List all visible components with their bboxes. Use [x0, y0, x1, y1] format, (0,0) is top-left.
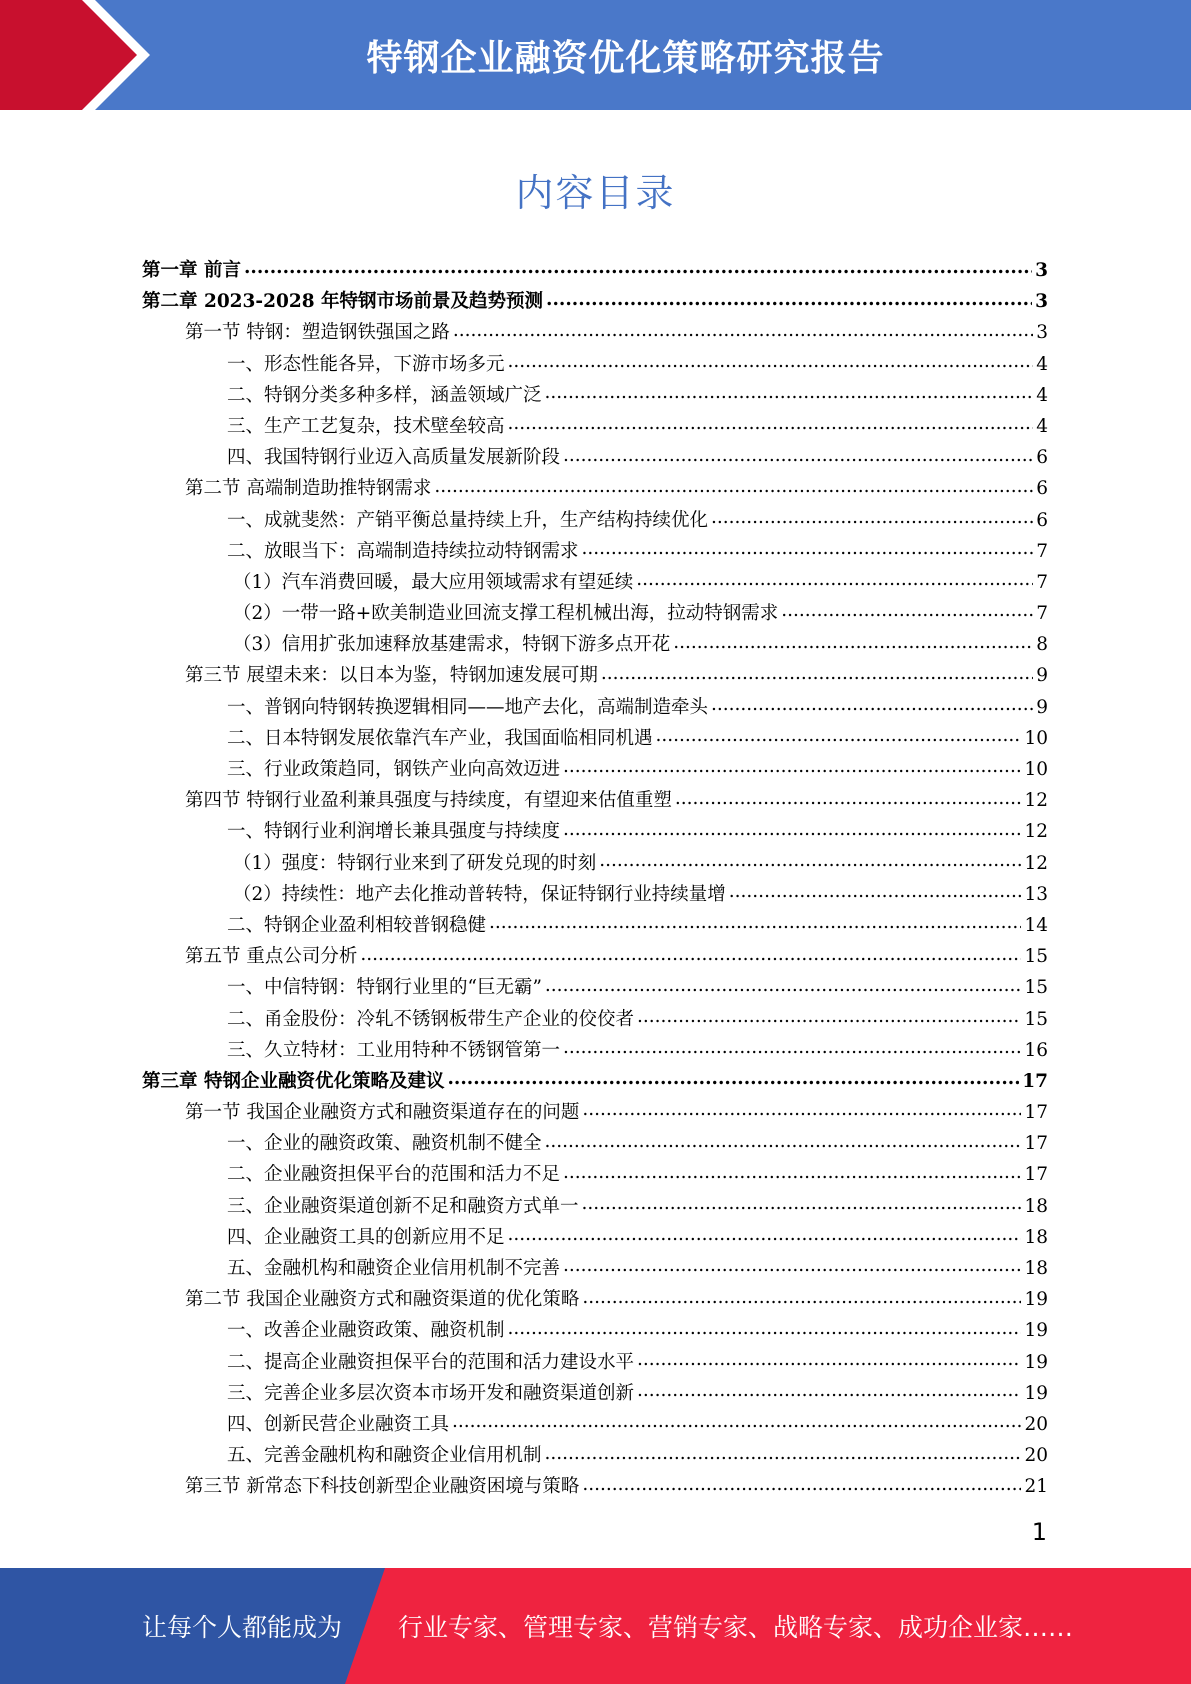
chevron-arrow-icon: [0, 0, 160, 110]
dot-leader: [673, 636, 1033, 654]
toc-entry-page: 3: [1035, 260, 1048, 281]
dot-leader: [601, 667, 1033, 685]
toc-entry[interactable]: [142, 473, 1048, 504]
toc-entry-title: 一、形态性能各异，下游市场多元: [227, 353, 505, 375]
toc-entry[interactable]: [142, 380, 1048, 411]
toc-entry[interactable]: [142, 1378, 1048, 1409]
toc-entry[interactable]: [142, 879, 1048, 910]
toc-entry[interactable]: [142, 754, 1048, 785]
toc-entry[interactable]: [142, 1315, 1048, 1346]
toc-entry-page: 10: [1024, 759, 1048, 780]
table-of-contents: [142, 255, 1048, 1503]
toc-entry[interactable]: [142, 255, 1048, 286]
dot-leader: [729, 885, 1022, 903]
toc-entry[interactable]: [142, 848, 1048, 879]
toc-entry[interactable]: [142, 1284, 1048, 1315]
dot-leader: [711, 698, 1033, 716]
toc-entry-title: 五、完善金融机构和融资企业信用机制: [227, 1445, 542, 1467]
dot-leader: [599, 854, 1021, 872]
dot-leader: [545, 1135, 1022, 1153]
toc-entry[interactable]: [142, 785, 1048, 816]
toc-entry-title: （2）持续性：地产去化推动普转特，保证特钢行业持续量增: [233, 883, 726, 905]
dot-leader: [637, 1353, 1021, 1371]
toc-entry-title: 第二节 高端制造助推特钢需求: [185, 478, 432, 500]
toc-entry[interactable]: [142, 1409, 1048, 1440]
toc-entry[interactable]: [142, 1128, 1048, 1159]
toc-entry[interactable]: [142, 411, 1048, 442]
toc-entry-title: 第四节 特钢行业盈利兼具强度与持续度，有望迎来估值重塑: [185, 790, 672, 812]
toc-entry-page: 15: [1024, 946, 1048, 968]
toc-entry-page: 15: [1024, 1008, 1048, 1030]
toc-entry-title: 三、企业融资渠道创新不足和融资方式单一: [227, 1195, 579, 1217]
toc-entry[interactable]: [142, 317, 1048, 348]
toc-entry-page: 8: [1036, 634, 1048, 656]
toc-entry-title: （1）强度：特钢行业来到了研发兑现的时刻: [233, 852, 597, 874]
toc-entry[interactable]: [142, 1066, 1048, 1097]
toc-entry-page: 13: [1024, 883, 1048, 905]
toc-entry-title: 第三章 特钢企业融资优化策略及建议: [142, 1070, 445, 1092]
toc-entry-title: 第五节 重点公司分析: [185, 946, 358, 968]
dot-leader: [508, 355, 1034, 373]
dot-leader: [563, 1260, 1021, 1278]
toc-entry[interactable]: [142, 972, 1048, 1003]
toc-entry-page: 18: [1024, 1195, 1048, 1217]
toc-entry-title: （3）信用扩张加速释放基建需求，特钢下游多点开花: [233, 634, 671, 656]
toc-heading: 内容目录: [515, 171, 676, 215]
toc-entry-title: 三、行业政策趋同，钢铁产业向高效迈进: [227, 759, 561, 780]
toc-entry-title: 第一节 我国企业融资方式和融资渠道存在的问题: [185, 1102, 580, 1124]
toc-entry-page: 7: [1036, 540, 1048, 562]
dot-leader: [656, 729, 1022, 747]
toc-entry-title: 四、创新民营企业融资工具: [227, 1413, 450, 1435]
toc-entry[interactable]: [142, 1440, 1048, 1471]
toc-entry-title: 一、改善企业融资政策、融资机制: [227, 1320, 505, 1342]
toc-entry[interactable]: [142, 660, 1048, 691]
toc-entry[interactable]: [142, 910, 1048, 941]
toc-entry-page: 19: [1024, 1351, 1048, 1373]
toc-entry-page: 19: [1024, 1382, 1048, 1404]
toc-entry-page: 10: [1024, 727, 1048, 749]
footer-banner: [0, 1568, 1191, 1684]
dot-leader: [675, 792, 1022, 810]
dot-leader: [563, 1041, 1021, 1059]
toc-entry[interactable]: [142, 1471, 1048, 1502]
toc-entry[interactable]: [142, 349, 1048, 380]
toc-entry-page: 4: [1036, 384, 1048, 406]
dot-leader: [582, 1291, 1021, 1309]
dot-leader: [637, 1010, 1021, 1028]
toc-entry-page: 9: [1036, 665, 1048, 687]
footer-slogan-right: 行业专家、管理专家、营销专家、战略专家、成功企业家……: [398, 1613, 1074, 1642]
toc-entry[interactable]: [142, 816, 1048, 847]
dot-leader: [563, 449, 1033, 467]
toc-entry[interactable]: [142, 567, 1048, 598]
toc-entry-page: 17: [1024, 1133, 1048, 1155]
toc-entry[interactable]: [142, 1097, 1048, 1128]
toc-entry-title: 第三节 新常态下科技创新型企业融资困境与策略: [185, 1476, 580, 1498]
toc-entry-page: 12: [1024, 852, 1048, 874]
toc-entry-page: 17: [1024, 1164, 1048, 1186]
toc-entry-title: 一、普钢向特钢转换逻辑相同——地产去化，高端制造牵头: [227, 696, 709, 718]
header-banner: [0, 0, 1191, 110]
toc-entry-title: 二、提高企业融资担保平台的范围和活力建设水平: [227, 1351, 635, 1373]
toc-entry-title: 第三节 展望未来：以日本为鉴，特钢加速发展可期: [185, 665, 598, 687]
dot-leader: [637, 1384, 1021, 1402]
dot-leader: [563, 761, 1021, 779]
dot-leader: [489, 917, 1021, 935]
footer-slogan-left: 让每个人都能成为: [142, 1613, 343, 1642]
toc-entry-title: 二、特钢企业盈利相较普钢稳健: [227, 914, 487, 936]
toc-entry-page: 14: [1024, 914, 1048, 936]
toc-entry-title: 二、日本特钢发展依靠汽车产业，我国面临相同机遇: [227, 727, 653, 749]
toc-entry-title: 第一章 前言: [142, 260, 241, 281]
dot-leader: [508, 418, 1034, 436]
toc-entry-title: 四、我国特钢行业迈入高质量发展新阶段: [227, 447, 561, 469]
toc-entry[interactable]: [142, 723, 1048, 754]
toc-entry-page: 12: [1024, 821, 1048, 843]
toc-entry-page: 19: [1024, 1320, 1048, 1342]
toc-entry[interactable]: [142, 629, 1048, 660]
dot-leader: [582, 1197, 1022, 1215]
toc-entry-page: 17: [1022, 1070, 1048, 1092]
toc-entry[interactable]: [142, 1035, 1048, 1066]
toc-entry-title: 三、久立特材：工业用特种不锈钢管第一: [227, 1039, 561, 1061]
dot-leader: [636, 573, 1033, 591]
toc-entry-page: 6: [1036, 447, 1048, 469]
toc-entry-page: 18: [1024, 1226, 1048, 1248]
toc-entry[interactable]: [142, 442, 1048, 473]
toc-entry-page: 9: [1036, 696, 1048, 718]
toc-entry[interactable]: [142, 941, 1048, 972]
dot-leader: [781, 605, 1033, 623]
dot-leader: [546, 293, 1032, 311]
toc-entry-page: 6: [1036, 478, 1048, 500]
dot-leader: [545, 1447, 1022, 1465]
toc-entry-page: 7: [1036, 571, 1048, 593]
toc-entry-page: 4: [1036, 353, 1048, 375]
toc-entry-title: 第二节 我国企业融资方式和融资渠道的优化策略: [185, 1289, 580, 1311]
dot-leader: [447, 1072, 1019, 1090]
toc-entry-page: 12: [1024, 790, 1048, 812]
toc-entry-title: 第一节 特钢：塑造钢铁强国之路: [185, 322, 450, 344]
dot-leader: [545, 979, 1022, 997]
toc-entry[interactable]: [142, 1347, 1048, 1378]
toc-entry-title: 一、特钢行业利润增长兼具强度与持续度: [227, 821, 561, 843]
toc-entry-title: 一、企业的融资政策、融资机制不健全: [227, 1133, 542, 1155]
toc-entry-page: 4: [1036, 415, 1048, 437]
toc-entry[interactable]: [142, 1159, 1048, 1190]
toc-entry-title: 二、企业融资担保平台的范围和活力不足: [227, 1164, 561, 1186]
toc-entry-page: 18: [1024, 1258, 1048, 1279]
toc-entry-title: 二、甬金股份：冷轧不锈钢板带生产企业的佼佼者: [227, 1008, 635, 1030]
dot-leader: [452, 1416, 1021, 1434]
page-number: 1: [1031, 1518, 1047, 1546]
dot-leader: [563, 1166, 1021, 1184]
toc-entry-page: 19: [1024, 1289, 1048, 1311]
toc-entry[interactable]: [142, 692, 1048, 723]
toc-entry-page: 20: [1024, 1413, 1048, 1435]
toc-entry-page: 15: [1024, 977, 1048, 999]
dot-leader: [508, 1322, 1022, 1340]
toc-entry-title: 四、企业融资工具的创新应用不足: [227, 1226, 505, 1248]
toc-entry[interactable]: [142, 536, 1048, 567]
toc-entry-title: 一、中信特钢：特钢行业里的“巨无霸”: [227, 977, 542, 999]
dot-leader: [545, 386, 1034, 404]
dot-leader: [563, 823, 1021, 841]
toc-entry-page: 16: [1024, 1039, 1048, 1061]
toc-entry-page: 20: [1024, 1445, 1048, 1467]
toc-entry-title: 三、完善企业多层次资本市场开发和融资渠道创新: [227, 1382, 635, 1404]
toc-entry[interactable]: [142, 1222, 1048, 1253]
dot-leader: [582, 542, 1034, 560]
toc-entry[interactable]: [142, 286, 1048, 317]
toc-entry-title: 五、金融机构和融资企业信用机制不完善: [227, 1258, 561, 1279]
toc-entry[interactable]: [142, 598, 1048, 629]
toc-entry-page: 6: [1036, 509, 1048, 531]
toc-entry-page: 3: [1035, 291, 1048, 313]
dot-leader: [453, 324, 1033, 342]
dot-leader: [508, 1228, 1022, 1246]
toc-entry-title: 二、放眼当下：高端制造持续拉动特钢需求: [227, 540, 579, 562]
toc-entry[interactable]: [142, 1253, 1048, 1284]
dot-leader: [582, 1104, 1021, 1122]
toc-entry-title: （1）汽车消费回暖，最大应用领域需求有望延续: [233, 571, 634, 593]
dot-leader: [244, 262, 1032, 280]
dot-leader: [434, 480, 1033, 498]
toc-entry[interactable]: [142, 505, 1048, 536]
toc-entry-page: 17: [1024, 1102, 1048, 1124]
toc-entry[interactable]: [142, 1191, 1048, 1222]
toc-entry-title: 三、生产工艺复杂，技术壁垒较高: [227, 415, 505, 437]
toc-entry[interactable]: [142, 1004, 1048, 1035]
toc-entry-page: 21: [1024, 1476, 1048, 1498]
report-title: 特钢企业融资优化策略研究报告: [366, 37, 885, 79]
toc-entry-title: （2）一带一路+欧美制造业回流支撑工程机械出海，拉动特钢需求: [233, 603, 779, 625]
toc-entry-page: 7: [1036, 603, 1048, 625]
toc-entry-title: 第二章 2023-2028 年特钢市场前景及趋势预测: [142, 291, 544, 313]
toc-entry-page: 3: [1036, 322, 1048, 344]
dot-leader: [582, 1478, 1021, 1496]
dot-leader: [711, 511, 1033, 529]
toc-entry-title: 一、成就斐然：产销平衡总量持续上升，生产结构持续优化: [227, 509, 709, 531]
toc-entry-title: 二、特钢分类多种多样，涵盖领域广泛: [227, 384, 542, 406]
dot-leader: [360, 948, 1021, 966]
